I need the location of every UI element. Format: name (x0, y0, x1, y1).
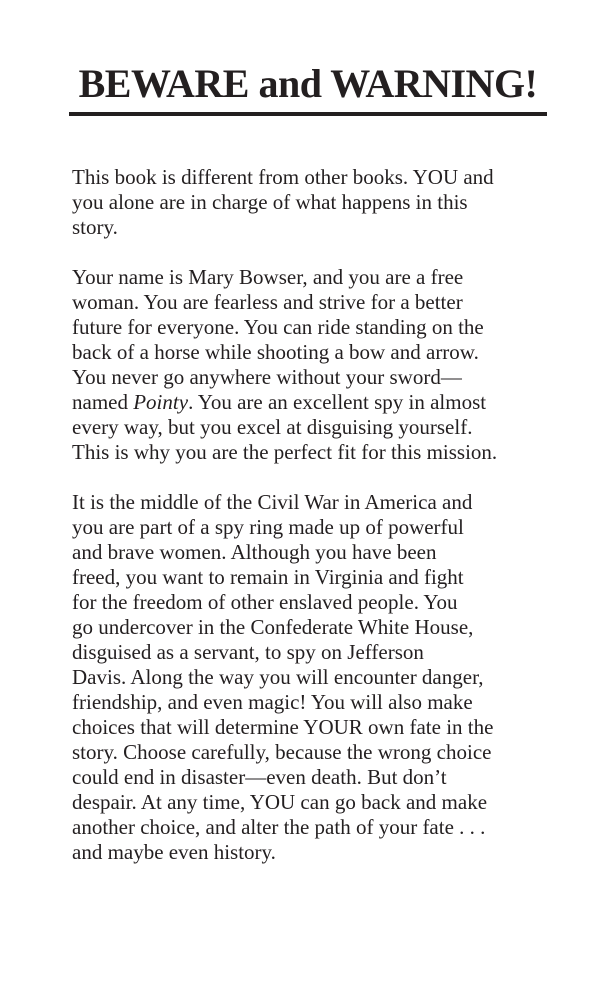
text-segment: you alone are in charge of what happens in this (72, 190, 468, 214)
paragraph (72, 165, 548, 240)
text-line (72, 515, 548, 540)
text-line (72, 365, 548, 390)
text-line (72, 615, 548, 640)
text-segment: and maybe even history. (72, 840, 276, 864)
text-segment: story. (72, 215, 118, 239)
text-segment: for the freedom of other enslaved people. You (72, 590, 458, 614)
page-header (0, 61, 616, 116)
text-segment: disguised as a servant, to spy on Jefferson (72, 640, 424, 664)
text-line (72, 640, 548, 665)
text-line (72, 565, 548, 590)
text-line (72, 740, 548, 765)
text-segment: Your name is Mary Bowser, and you are a free (72, 265, 464, 289)
text-segment: Davis. Along the way you will encounter danger, (72, 665, 484, 689)
text-line (72, 290, 548, 315)
text-line (72, 490, 548, 515)
text-segment: back of a horse while shooting a bow and arrow. (72, 340, 479, 364)
text-line (72, 590, 548, 615)
text-line (72, 540, 548, 565)
text-line (72, 715, 548, 740)
text-segment: This is why you are the perfect fit for this mission. (72, 440, 498, 464)
text-segment: freed, you want to remain in Virginia and fight (72, 565, 464, 589)
text-line (72, 440, 548, 465)
text-segment: . You are an excellent spy in almost (188, 390, 487, 414)
text-line (72, 665, 548, 690)
text-segment: you are part of a spy ring made up of powerful (72, 515, 464, 539)
text-line (72, 215, 548, 240)
text-segment: friendship, and even magic! You will also make (72, 690, 473, 714)
text-segment: go undercover in the Confederate White House, (72, 615, 474, 639)
text-line (72, 815, 548, 840)
text-segment: woman. You are fearless and strive for a better (72, 290, 463, 314)
text-line (72, 190, 548, 215)
text-line (72, 315, 548, 340)
text-segment: and brave women. Although you have been (72, 540, 437, 564)
text-segment: choices that will determine YOUR own fate in the (72, 715, 494, 739)
text-segment: another choice, and alter the path of your fate . . . (72, 815, 486, 839)
text-line (72, 265, 548, 290)
text-segment: could end in disaster—even death. But don’t (72, 765, 447, 789)
body-text (72, 165, 548, 865)
text-line (72, 390, 548, 415)
paragraph (72, 490, 548, 865)
text-line (72, 340, 548, 365)
text-line (72, 765, 548, 790)
text-segment: It is the middle of the Civil War in America and (72, 490, 473, 514)
text-segment: future for everyone. You can ride standing on the (72, 315, 484, 339)
text-segment: You never go anywhere without your sword— (72, 365, 462, 389)
text-segment: story. Choose carefully, because the wrong choice (72, 740, 492, 764)
text-segment: named (72, 390, 134, 414)
text-line (72, 690, 548, 715)
text-segment: despair. At any time, YOU can go back and make (72, 790, 488, 814)
text-line (72, 790, 548, 815)
text-line (72, 165, 548, 190)
page-title: BEWARE and WARNING! (69, 64, 548, 116)
text-line (72, 840, 548, 865)
text-segment: every way, but you excel at disguising yourself. (72, 415, 473, 439)
text-line (72, 415, 548, 440)
italic-text: Pointy (133, 390, 189, 414)
paragraph (72, 265, 548, 465)
text-segment: This book is different from other books. YOU and (72, 165, 494, 189)
